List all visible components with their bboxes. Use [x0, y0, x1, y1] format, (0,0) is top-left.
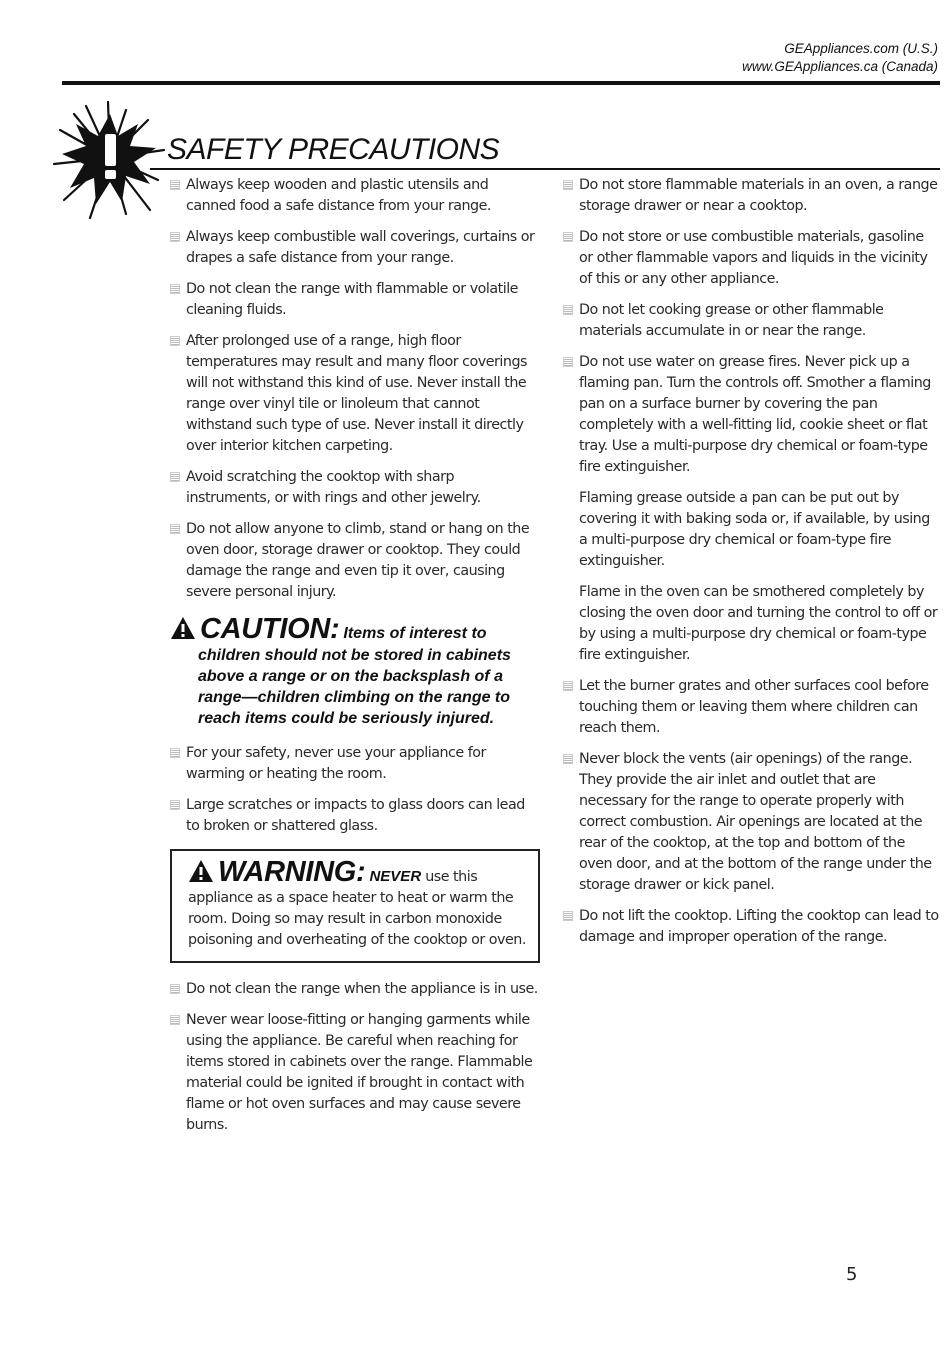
- left-item-list-3: [170, 979, 540, 1136]
- bullet-icon: [170, 800, 180, 810]
- page-number: 5: [846, 1264, 858, 1285]
- list-item: Do not allow anyone to climb, stand or hang on the oven door, storage drawer or cooktop. They could damage the range and even tip it over, causing severe personal injury.: [170, 519, 540, 603]
- list-item: After prolonged use of a range, high floor temperatures may result and many floor coverings will not withstand this kind of use. Never install the range over vinyl tile or linoleum that cannot withstand such type of use. Never install it directly over interior kitchen carpeting.: [170, 331, 540, 457]
- list-item: Do not lift the cooktop. Lifting the cooktop can lead to damage and improper operation of the range.: [563, 906, 941, 948]
- list-item: Do not store flammable materials in an oven, a range storage drawer or near a cooktop.: [563, 175, 941, 217]
- warning-label: WARNING:: [218, 856, 366, 888]
- left-column: [170, 175, 540, 1146]
- bullet-icon: [563, 754, 573, 764]
- list-item: Do not clean the range with flammable or volatile cleaning fluids.: [170, 279, 540, 321]
- list-item: Large scratches or impacts to glass doors can lead to broken or shattered glass.: [170, 795, 540, 837]
- list-item: Do not let cooking grease or other flammable materials accumulate in or near the range.: [563, 300, 941, 342]
- bullet-icon: [170, 336, 180, 346]
- left-item-list: [170, 175, 540, 603]
- caution-label: CAUTION:: [200, 613, 340, 645]
- left-item-list-2: [170, 743, 540, 837]
- bullet-icon: [563, 305, 573, 315]
- top-rule: [62, 81, 940, 85]
- right-column: [563, 175, 941, 958]
- bullet-icon: [170, 748, 180, 758]
- list-item: Avoid scratching the cooktop with sharp instruments, or with rings and other jewelry.: [170, 467, 540, 509]
- bullet-icon: [563, 357, 573, 367]
- canada-website: www.GEAppliances.ca (Canada): [742, 59, 938, 74]
- warning-never: NEVER: [369, 868, 422, 885]
- bullet-icon: [170, 284, 180, 294]
- list-item: Never block the vents (air openings) of the range. They provide the air inlet and outlet that are necessary for the range to operate properly with correct combustion. Air openings are located at the rear of the cooktop, at the top and bottom of the oven door, and at the bottom of the range under the storage drawer or kick panel.: [563, 749, 941, 896]
- us-website: GEAppliances.com (U.S.): [784, 41, 938, 56]
- bullet-icon: [170, 180, 180, 190]
- bullet-icon: [563, 180, 573, 190]
- list-item: Do not clean the range when the appliance is in use.: [170, 979, 540, 1000]
- warning-triangle-icon: [170, 616, 196, 640]
- grease-fire-paragraph: Flaming grease outside a pan can be put out by covering it with baking soda or, if available, by using a multi-purpose dry chemical or foam-type fire extinguisher.: [579, 490, 930, 569]
- bullet-icon: [170, 1015, 180, 1025]
- bullet-icon: [563, 911, 573, 921]
- bullet-icon: [170, 232, 180, 242]
- site-header: [742, 40, 938, 76]
- list-item: Let the burner grates and other surfaces cool before touching them or leaving them where children can reach them.: [563, 676, 941, 739]
- warning-box: [170, 849, 540, 963]
- warning-triangle-icon: [188, 859, 214, 883]
- warning-text: use this appliance as a space heater to heat or warm the room. Doing so may result in carbon monoxide poisoning and overheating of the cooktop or oven.: [188, 869, 526, 948]
- bullet-icon: [563, 681, 573, 691]
- caution-lead: Items of interest to: [343, 625, 487, 642]
- bullet-icon: [170, 524, 180, 534]
- list-item: Do not use water on grease fires. Never pick up a flaming pan. Turn the controls off. Smother a flaming pan on a surface burner by covering the pan completely with a well-fitting lid, cookie sheet or flat tray. Use a multi-purpose dry chemical or foam-type fire extinguisher.: [563, 352, 941, 478]
- bullet-icon: [170, 984, 180, 994]
- caution-notice: [170, 613, 540, 729]
- list-item: For your safety, never use your appliance for warming or heating the room.: [170, 743, 540, 785]
- oven-fire-paragraph: Flame in the oven can be smothered completely by closing the oven door and turning the control to off or by using a multi-purpose dry chemical or foam-type fire extinguisher.: [579, 584, 938, 663]
- list-item: Always keep wooden and plastic utensils and canned food a safe distance from your range.: [170, 175, 540, 217]
- bullet-icon: [170, 472, 180, 482]
- caution-text: children should not be stored in cabinets above a range or on the backsplash of a range—children climbing on the range to reach items could be seriously injured.: [198, 647, 511, 727]
- page-title: SAFETY PRECAUTIONS: [167, 133, 500, 166]
- bullet-icon: [563, 232, 573, 242]
- list-item: Always keep combustible wall coverings, curtains or drapes a safe distance from your range.: [170, 227, 540, 269]
- title-rule: [150, 168, 940, 170]
- exclamation-burst-icon: [52, 100, 167, 220]
- list-item: Do not store or use combustible materials, gasoline or other flammable vapors and liquids in the vicinity of this or any other appliance.: [563, 227, 941, 290]
- list-item: Never wear loose-fitting or hanging garments while using the appliance. Be careful when reaching for items stored in cabinets over the range. Flammable material could be ignited if brought in contact with flame or hot oven surfaces and may cause severe burns.: [170, 1010, 540, 1136]
